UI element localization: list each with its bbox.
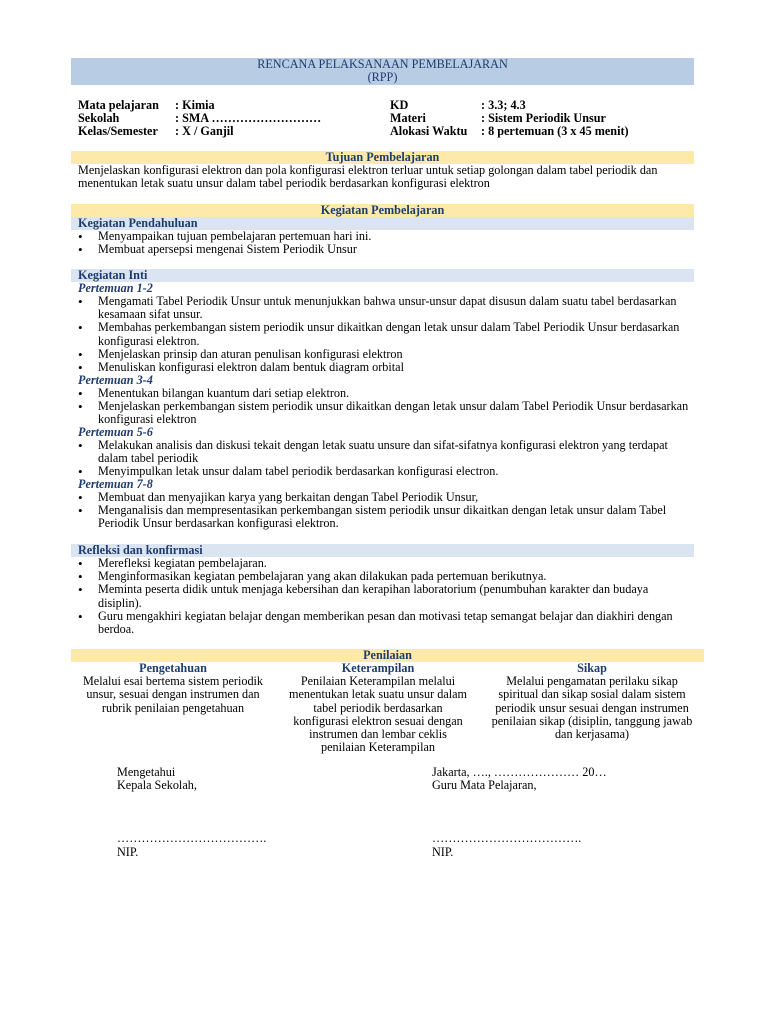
pendahuluan-heading: Kegiatan Pendahuluan <box>71 217 694 230</box>
place-date-text: Jakarta, …., ………………… 20… <box>432 765 607 779</box>
list-item: • Melakukan analisis dan diskusi tekait dengan letak suatu unsure dan sifat-sifatnya konfigurasi elektron yang terdapat dalam tabel periodik <box>78 439 690 465</box>
mata-pelajaran-label: Mata pelajaran <box>78 98 159 112</box>
nip-right: NIP. <box>432 844 454 859</box>
materi-label: Materi <box>390 111 426 125</box>
title-line-1: RENCANA PELAKSANAAN PEMBELAJARAN <box>257 57 508 71</box>
kegiatan-heading: Kegiatan Pembelajaran <box>71 204 694 217</box>
kelas-label: Kelas/Semester <box>78 124 158 138</box>
refleksi-heading: Refleksi dan konfirmasi <box>71 544 694 557</box>
list-item: • Menentukan bilangan kuantum dari setiap elektron. <box>78 387 690 400</box>
title-line-2: (RPP) <box>367 70 398 84</box>
pertemuan-3-4-list <box>78 387 690 427</box>
info-right <box>390 99 690 139</box>
list-item: • Menuliskan konfigurasi elektron dalam bentuk diagram orbital <box>78 361 690 374</box>
mengetahui-text: Mengetahui <box>117 765 176 779</box>
pertemuan-7-8-list <box>78 491 690 531</box>
pengetahuan-heading: Pengetahuan <box>139 661 207 675</box>
list-item: • Menjelaskan prinsip dan aturan penulisan konfigurasi elektron <box>78 348 690 361</box>
list-item: • Menjelaskan perkembangan sistem periodik unsur dikaitkan dengan letak unsur dalam Tabel Periodik Unsur berdasarkan konfigurasi elektron <box>78 400 690 426</box>
list-item: • Meminta peserta didik untuk menjaga kebersihan dan kerapihan laboratorium (penumbuhan karakter dan budaya disiplin). <box>78 583 690 609</box>
inti-heading: Kegiatan Inti <box>71 269 694 282</box>
list-item: • Membuat dan menyajikan karya yang berkaitan dengan Tabel Periodik Unsur, <box>78 491 690 504</box>
sekolah-value: : SMA ……………………… <box>175 111 322 125</box>
list-item: • Merefleksi kegiatan pembelajaran. <box>78 557 690 570</box>
list-item: • Menyampaikan tujuan pembelajaran pertemuan hari ini. <box>78 230 690 243</box>
kepala-sekolah-text: Kepala Sekolah, <box>117 778 197 793</box>
kd-value: : 3.3; 4.3 <box>481 98 526 112</box>
refleksi-list <box>78 557 690 636</box>
list-item: • Menginformasikan kegiatan pembelajaran yang akan dilakukan pada pertemuan berikutnya. <box>78 570 690 583</box>
pertemuan-1-2-list <box>78 295 690 374</box>
alokasi-label: Alokasi Waktu <box>390 124 468 138</box>
alokasi-value: : 8 pertemuan (3 x 45 menit) <box>481 124 629 138</box>
materi-value: : Sistem Periodik Unsur <box>481 111 606 125</box>
guru-mata-pelajaran-text: Guru Mata Pelajaran, <box>432 778 537 793</box>
signature-right <box>432 766 607 859</box>
list-item: • Menyimpulkan letak unsur dalam tabel periodik berdasarkan konfigurasi electron. <box>78 465 690 478</box>
nip-left: NIP. <box>117 844 139 859</box>
list-item: • Guru mengakhiri kegiatan belajar dengan memberikan pesan dan motivasi tetap semangat belajar dan diakhiri dengan berdoa. <box>78 610 690 636</box>
penilaian-sikap <box>489 662 695 741</box>
pertemuan-1-2-title: Pertemuan 1-2 <box>78 281 153 295</box>
sekolah-label: Sekolah <box>78 111 120 125</box>
pertemuan-5-6-list <box>78 439 690 479</box>
penilaian-heading: Penilaian <box>71 649 704 662</box>
pertemuan-7-8-title: Pertemuan 7-8 <box>78 477 153 491</box>
signature-line-right: ………………………………. <box>432 831 582 846</box>
penilaian-pengetahuan <box>70 662 276 715</box>
sikap-heading: Sikap <box>577 661 607 675</box>
tujuan-heading: Tujuan Pembelajaran <box>71 151 694 164</box>
sikap-text: Melalui pengamatan perilaku sikap spiritual dan sikap sosial dalam sistem periodik unsur sesuai dengan instrumen penilaian sikap (disiplin, tanggung jawab dan kerjasama) <box>491 674 693 742</box>
pertemuan-3-4-title: Pertemuan 3-4 <box>78 373 153 387</box>
signature-left <box>117 766 266 859</box>
keterampilan-heading: Keterampilan <box>341 661 415 675</box>
pengetahuan-text: Melalui esai bertema sistem periodik unsur, sesuai dengan instrumen dan rubrik penilaian pengetahuan <box>82 674 264 715</box>
document-title <box>71 58 694 85</box>
pertemuan-5-6-title: Pertemuan 5-6 <box>78 425 153 439</box>
keterampilan-text: Penilaian Keterampilan melalui menentukan letak suatu unsur dalam tabel periodik berdasarkan konfigurasi elektron sesuai dengan instrumen dan lembar ceklis penilaian Keterampilan <box>288 674 468 755</box>
tujuan-text: Menjelaskan konfigurasi elektron dan pola konfigurasi elektron terluar untuk setiap golongan dalam tabel periodik dan menentukan letak suatu unsur dalam tabel periodik berdasarkan konfigurasi elektron <box>78 163 658 191</box>
list-item: • Membahas perkembangan sistem periodik unsur dikaitkan dengan letak unsur dalam Tabel Periodik Unsur berdasarkan konfigurasi elektron. <box>78 321 690 347</box>
list-item: • Menganalisis dan mempresentasikan perkembangan sistem periodik unsur dikaitkan dengan letak unsur dalam Tabel Periodik Unsur berdasarkan konfigurasi elektron. <box>78 504 690 530</box>
info-left <box>78 99 378 139</box>
kelas-value: : X / Ganjil <box>175 124 234 138</box>
pendahuluan-list <box>78 230 690 256</box>
signature-line-left: ………………………………. <box>117 831 267 846</box>
penilaian-keterampilan <box>275 662 481 754</box>
list-item: • Membuat apersepsi mengenai Sistem Periodik Unsur <box>78 243 690 256</box>
mata-pelajaran-value: : Kimia <box>175 98 215 112</box>
kd-label: KD <box>390 98 409 112</box>
list-item: • Mengamati Tabel Periodik Unsur untuk menunjukkan bahwa unsur-unsur dapat disusun dalam suatu tabel berdasarkan kesamaan sifat unsur. <box>78 295 690 321</box>
